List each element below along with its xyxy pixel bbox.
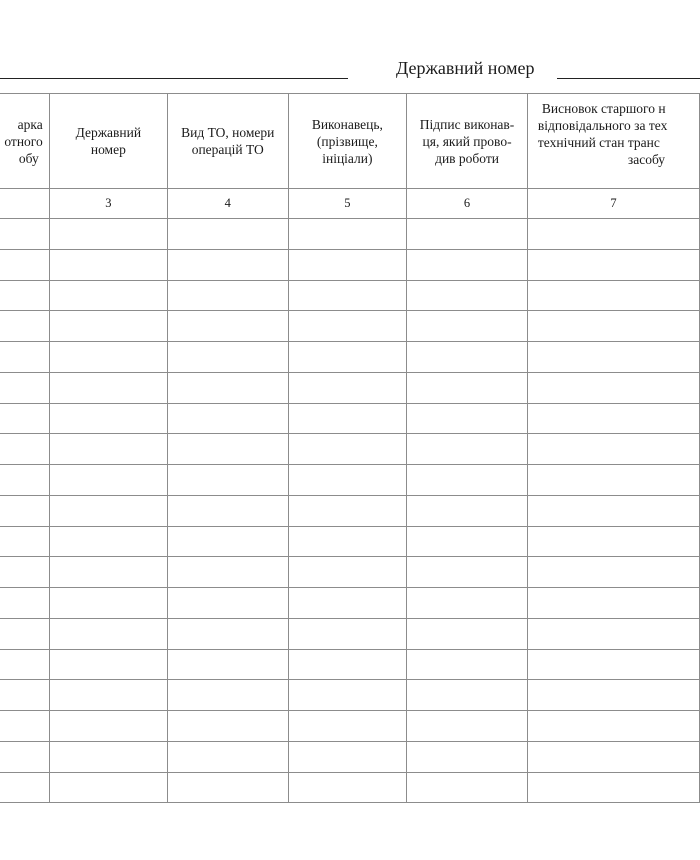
state-number-label: Державний номер xyxy=(396,58,535,78)
table-cell[interactable] xyxy=(167,311,288,342)
header-line: (прізвище, xyxy=(316,133,378,149)
table-cell[interactable] xyxy=(0,311,49,342)
table-cell[interactable] xyxy=(167,495,288,526)
table-cell[interactable] xyxy=(288,465,407,496)
table-cell[interactable] xyxy=(167,588,288,619)
table-cell[interactable] xyxy=(0,526,49,557)
table-cell[interactable] xyxy=(167,680,288,711)
table-header-row xyxy=(0,94,700,189)
table-cell[interactable] xyxy=(0,649,49,680)
header-line: арка xyxy=(17,116,43,132)
table-cell[interactable] xyxy=(288,772,407,803)
column-number xyxy=(0,189,49,219)
table-cell[interactable] xyxy=(0,495,49,526)
table-cell[interactable] xyxy=(527,741,699,772)
table-cell[interactable] xyxy=(0,434,49,465)
table-cell[interactable] xyxy=(49,495,167,526)
table-cell[interactable] xyxy=(0,219,49,250)
table-cell[interactable] xyxy=(407,372,528,403)
table-row xyxy=(0,772,700,803)
header-line: технічний стан транс xyxy=(537,135,660,150)
table-cell[interactable] xyxy=(0,557,49,588)
table-cell[interactable] xyxy=(407,772,528,803)
table-cell[interactable] xyxy=(49,249,167,280)
header-line: Висновок старшого н xyxy=(541,101,666,116)
table-cell[interactable] xyxy=(527,219,699,250)
table-cell[interactable] xyxy=(527,372,699,403)
table-cell[interactable] xyxy=(407,403,528,434)
table-row xyxy=(0,372,700,403)
table-cell[interactable] xyxy=(288,649,407,680)
header-line: див роботи xyxy=(435,150,500,166)
column-header-performer-signature xyxy=(407,94,528,189)
column-number: 7 xyxy=(527,189,699,219)
table-cell[interactable] xyxy=(167,434,288,465)
table-cell[interactable] xyxy=(0,618,49,649)
table-cell[interactable] xyxy=(0,465,49,496)
column-header-senior-conclusion xyxy=(527,94,699,189)
column-header-performer xyxy=(288,94,407,189)
header-line: отного xyxy=(4,133,43,149)
header-line: Виконавець, xyxy=(311,116,383,132)
table-cell[interactable] xyxy=(167,249,288,280)
table-cell[interactable] xyxy=(167,711,288,742)
table-cell[interactable] xyxy=(49,311,167,342)
table-cell[interactable] xyxy=(527,434,699,465)
table-cell[interactable] xyxy=(288,618,407,649)
table-cell[interactable] xyxy=(527,618,699,649)
header-line: засобу xyxy=(627,152,666,167)
table-cell[interactable] xyxy=(288,249,407,280)
table-row xyxy=(0,219,700,250)
table-cell[interactable] xyxy=(49,526,167,557)
table-cell[interactable] xyxy=(527,280,699,311)
table-cell[interactable] xyxy=(407,649,528,680)
table-cell[interactable] xyxy=(288,219,407,250)
table-cell[interactable] xyxy=(288,588,407,619)
table-cell[interactable] xyxy=(49,219,167,250)
table-cell[interactable] xyxy=(0,249,49,280)
header-line: операцій ТО xyxy=(191,142,264,157)
column-number: 4 xyxy=(167,189,288,219)
state-number-field-line[interactable] xyxy=(557,78,700,79)
table-cell[interactable] xyxy=(49,280,167,311)
table-cell[interactable] xyxy=(0,372,49,403)
table-cell[interactable] xyxy=(288,557,407,588)
header-line: Підпис виконав- xyxy=(419,116,515,132)
table-cell[interactable] xyxy=(288,372,407,403)
table-cell[interactable] xyxy=(167,741,288,772)
column-header-state-number xyxy=(49,94,167,189)
table-cell[interactable] xyxy=(49,588,167,619)
table-row xyxy=(0,680,700,711)
table-cell[interactable] xyxy=(288,711,407,742)
table-cell[interactable] xyxy=(407,618,528,649)
table-row xyxy=(0,557,700,588)
table-cell[interactable] xyxy=(407,280,528,311)
table-row xyxy=(0,588,700,619)
table-row xyxy=(0,465,700,496)
table-cell[interactable] xyxy=(0,711,49,742)
table-cell[interactable] xyxy=(288,526,407,557)
header-line: відповідального за тех xyxy=(537,118,668,133)
table-cell[interactable] xyxy=(49,403,167,434)
table-cell[interactable] xyxy=(167,526,288,557)
header-line: обу xyxy=(18,150,39,166)
header-line: Вид ТО, номери xyxy=(181,125,275,140)
table-cell[interactable] xyxy=(527,588,699,619)
table-cell[interactable] xyxy=(49,372,167,403)
table-cell[interactable] xyxy=(527,311,699,342)
table-cell[interactable] xyxy=(527,403,699,434)
maintenance-log-table-container xyxy=(0,93,700,803)
table-cell[interactable] xyxy=(288,403,407,434)
table-cell[interactable] xyxy=(527,342,699,373)
table-row xyxy=(0,311,700,342)
table-cell[interactable] xyxy=(167,219,288,250)
table-cell[interactable] xyxy=(49,772,167,803)
header-line: номер xyxy=(90,142,126,157)
table-cell[interactable] xyxy=(407,465,528,496)
table-cell[interactable] xyxy=(407,711,528,742)
table-cell[interactable] xyxy=(407,680,528,711)
table-cell[interactable] xyxy=(49,711,167,742)
table-cell[interactable] xyxy=(527,557,699,588)
table-cell[interactable] xyxy=(288,311,407,342)
header-left-field-line xyxy=(0,78,348,79)
table-cell[interactable] xyxy=(49,741,167,772)
table-cell[interactable] xyxy=(288,434,407,465)
table-cell[interactable] xyxy=(288,342,407,373)
table-row xyxy=(0,434,700,465)
table-cell[interactable] xyxy=(288,741,407,772)
table-cell[interactable] xyxy=(49,618,167,649)
table-cell[interactable] xyxy=(407,557,528,588)
table-cell[interactable] xyxy=(288,680,407,711)
table-cell[interactable] xyxy=(167,342,288,373)
table-cell[interactable] xyxy=(527,526,699,557)
column-header-vehicle-brand xyxy=(0,94,49,189)
table-row xyxy=(0,526,700,557)
table-cell[interactable] xyxy=(49,649,167,680)
table-cell[interactable] xyxy=(49,342,167,373)
header-line: Державний xyxy=(75,125,142,140)
table-cell[interactable] xyxy=(527,711,699,742)
table-cell[interactable] xyxy=(167,557,288,588)
maintenance-log-table xyxy=(0,93,700,803)
table-cell[interactable] xyxy=(167,280,288,311)
table-cell[interactable] xyxy=(407,219,528,250)
table-cell[interactable] xyxy=(0,772,49,803)
table-row xyxy=(0,618,700,649)
table-row xyxy=(0,741,700,772)
table-cell[interactable] xyxy=(167,618,288,649)
table-cell[interactable] xyxy=(407,741,528,772)
column-number: 6 xyxy=(407,189,528,219)
table-cell[interactable] xyxy=(527,649,699,680)
table-cell[interactable] xyxy=(407,588,528,619)
table-cell[interactable] xyxy=(407,434,528,465)
table-cell[interactable] xyxy=(527,249,699,280)
table-body xyxy=(0,219,700,803)
table-cell[interactable] xyxy=(0,680,49,711)
table-row xyxy=(0,495,700,526)
table-cell[interactable] xyxy=(288,280,407,311)
table-cell[interactable] xyxy=(527,772,699,803)
table-cell[interactable] xyxy=(49,434,167,465)
header-line: ця, який прово- xyxy=(422,133,512,149)
table-cell[interactable] xyxy=(527,495,699,526)
column-number-row xyxy=(0,189,700,219)
table-cell[interactable] xyxy=(407,249,528,280)
column-number: 5 xyxy=(288,189,407,219)
table-row xyxy=(0,342,700,373)
table-cell[interactable] xyxy=(167,465,288,496)
table-cell[interactable] xyxy=(407,311,528,342)
table-cell[interactable] xyxy=(49,557,167,588)
table-cell[interactable] xyxy=(407,495,528,526)
table-cell[interactable] xyxy=(407,526,528,557)
table-row xyxy=(0,649,700,680)
table-row xyxy=(0,403,700,434)
table-cell[interactable] xyxy=(167,649,288,680)
table-cell[interactable] xyxy=(0,741,49,772)
table-cell[interactable] xyxy=(407,342,528,373)
table-cell[interactable] xyxy=(527,465,699,496)
table-cell[interactable] xyxy=(0,342,49,373)
column-header-maintenance-type xyxy=(167,94,288,189)
table-cell[interactable] xyxy=(0,403,49,434)
table-cell[interactable] xyxy=(0,588,49,619)
table-cell[interactable] xyxy=(167,372,288,403)
table-row xyxy=(0,280,700,311)
table-row xyxy=(0,249,700,280)
column-number: 3 xyxy=(49,189,167,219)
table-cell[interactable] xyxy=(288,495,407,526)
table-row xyxy=(0,711,700,742)
header-line: ініціали) xyxy=(322,150,373,166)
table-cell[interactable] xyxy=(0,280,49,311)
table-cell[interactable] xyxy=(167,403,288,434)
table-cell[interactable] xyxy=(527,680,699,711)
table-cell[interactable] xyxy=(49,680,167,711)
table-cell[interactable] xyxy=(49,465,167,496)
table-cell[interactable] xyxy=(167,772,288,803)
